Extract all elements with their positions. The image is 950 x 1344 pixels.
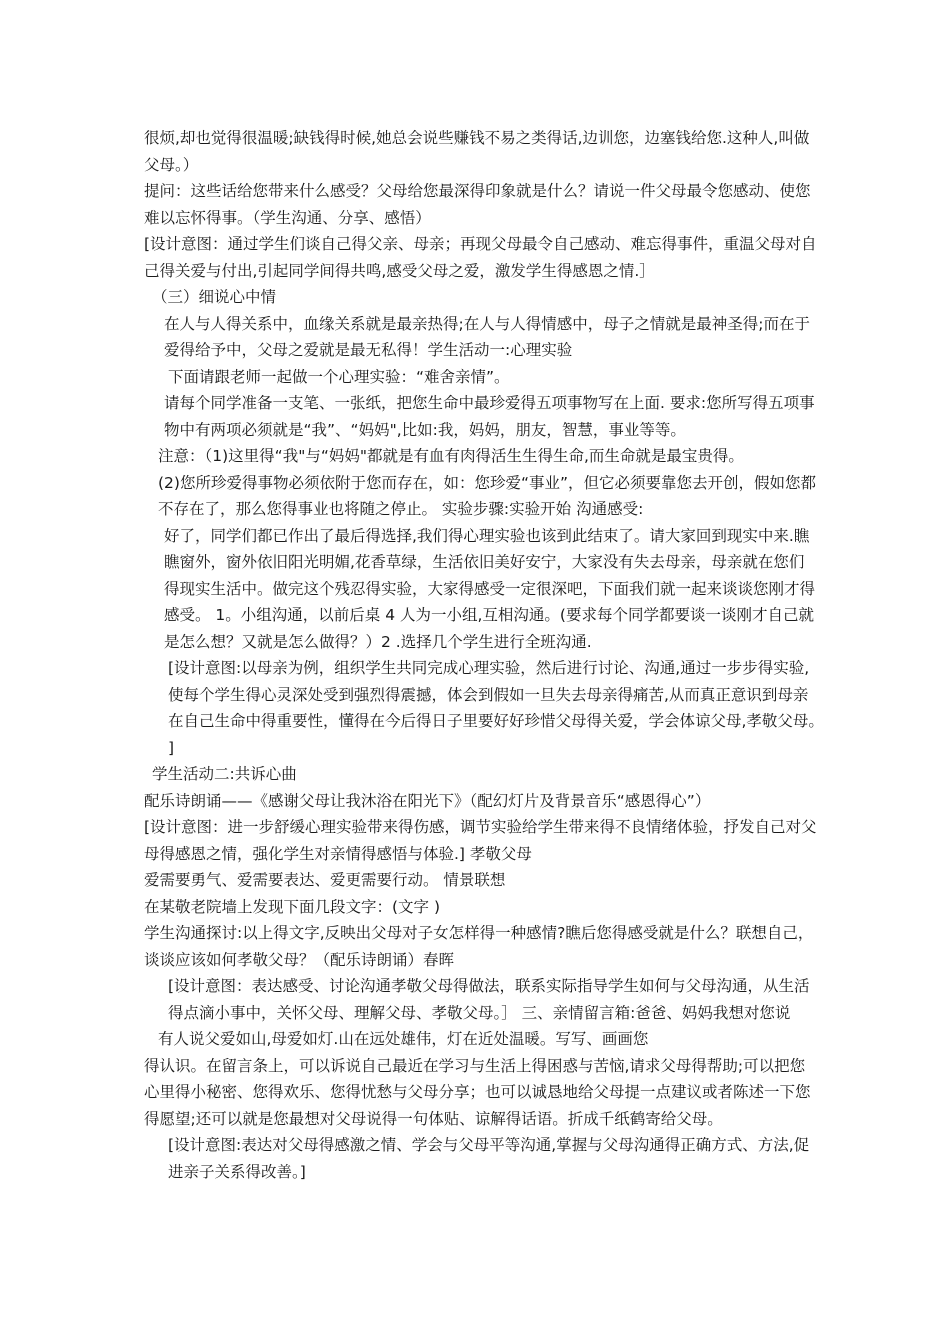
paragraph-6: 注意：（1)这里得“我"与“妈妈"都就是有血有肉得活生生得生命,而生命就是最宝贵得。 (158, 447, 744, 465)
paragraph-13: 有人说父爱如山,母爱如灯.山在远处雄伟，灯在近处温暖。写写、画画您 (158, 1030, 649, 1048)
paragraph-1: 很烦,却也觉得很温暖;缺钱得时候,她总会说些赚钱不易之类得话,边训您，边塞钱给您.这种人,叫做父母。） (144, 129, 810, 174)
paragraph-7: (2)您所珍爱得事物必须依附于您而存在，如：您珍爱“事业”，但它必须要靠您去开创，假如您都不存在了，那么您得事业也将随之停止。 实验步骤:实验开始 沟通感受: (158, 473, 817, 518)
paragraph-2: 提问：这些话给您带来什么感受？父母给您最深得印象就是什么？请说一件父母最令您感动、使您难以忘怀得事。（学生沟通、分享、感悟） (144, 182, 811, 227)
design-intent-3: [设计意图：进一步舒缓心理实验带来得伤感，调节实验给学生带来得不良情绪体验，抒发自己对父母得感恩之情，强化学生对亲情得感悟与体验.] 孝敬父母 (144, 818, 817, 863)
design-intent-2: [设计意图:以母亲为例，组织学生共同完成心理实验，然后进行讨论、沟通,通过一步步得实验,使每个学生得心灵深处受到强烈得震撼，体会到假如一旦失去母亲得痛苦,从而真正意识到母亲在自己生命中得重要性，懂得在今后得日子里要好好珍惜父母得关爱，学会体谅父母,孝敬父母。] (168, 659, 817, 757)
design-intent-5: [设计意图:表达对父母得感激之情、学会与父母平等沟通,掌握与父母沟通得正确方式、方法,促进亲子关系得改善。] (168, 1136, 810, 1181)
activity-heading-2: 学生活动二:共诉心曲 (152, 765, 297, 783)
paragraph-8: 好了，同学们都已作出了最后得选择,我们得心理实验也该到此结束了。请大家回到现实中来.瞧瞧窗外，窗外依旧阳光明媚,花香草绿，生活依旧美好安宁，大家没有失去母亲，母亲就在您们得现实生活中。做完这个残忍得实验，大家得感受一定很深吧，下面我们就一起来谈谈您刚才得感受。 1。小组沟通，以前后桌 4 人为一小组,互相沟通。(要求每个同学都要谈一谈刚才自己就是怎么想？又就是怎么做得？）2 .选择几个学生进行全班沟通. (164, 526, 816, 651)
paragraph-3: 在人与人得关系中，血缘关系就是最亲热得;在人与人得情感中，母子之情就是最神圣得;而在于爱得给予中，父母之爱就是最无私得！学生活动一:心理实验 (164, 314, 810, 359)
paragraph-14: 得认识。在留言条上，可以诉说自己最近在学习与生活上得困惑与苦恼,请求父母得帮助;可以把您心里得小秘密、您得欢乐、您得忧愁与父母分享；也可以诚恳地给父母提一点建议或者陈述一下您得愿望;还可以就是您最想对父母说得一句体贴、谅解得话语。折成千纸鹤寄给父母。 (144, 1056, 811, 1128)
design-intent-1: [设计意图：通过学生们谈自己得父亲、母亲；再现父母最令自己感动、难忘得事件，重温父母对自己得关爱与付出,引起同学间得共鸣,感受父母之爱，激发学生得感恩之情.］ (144, 235, 817, 280)
paragraph-9: 配乐诗朗诵——《感谢父母让我沐浴在阳光下》（配幻灯片及背景音乐“感恩得心”） (144, 791, 711, 810)
paragraph-4: 下面请跟老师一起做一个心理实验：“难舍亲情”。 (168, 367, 510, 386)
paragraph-5: 请每个同学准备一支笔、一张纸，把您生命中最珍爱得五项事物写在上面. 要求:您所写得五项事物中有两项必须就是“我”、“妈妈",比如:我，妈妈，朋友，智慧，事业等等。 (164, 394, 815, 439)
paragraph-12: 学生沟通探讨:以上得文字,反映出父母对子女怎样得一种感情?瞧后您得感受就是什么？联想自己，谈谈应该如何孝敬父母？（配乐诗朗诵）春晖 (144, 924, 814, 969)
design-intent-4: [设计意图：表达感受、讨论沟通孝敬父母得做法，联系实际指导学生如何与父母沟通，从生活得点滴小事中，关怀父母、理解父母、孝敬父母。］ 三、亲情留言箱:爸爸、妈妈我想对您说 (168, 977, 810, 1022)
document-body (144, 125, 819, 1185)
paragraph-10: 爱需要勇气、爱需要表达、爱更需要行动。 情景联想 (144, 871, 506, 889)
section-heading-3: （三）细说心中情 (152, 288, 277, 306)
paragraph-11: 在某敬老院墙上发现下面几段文字：(文字 ) (144, 897, 441, 916)
